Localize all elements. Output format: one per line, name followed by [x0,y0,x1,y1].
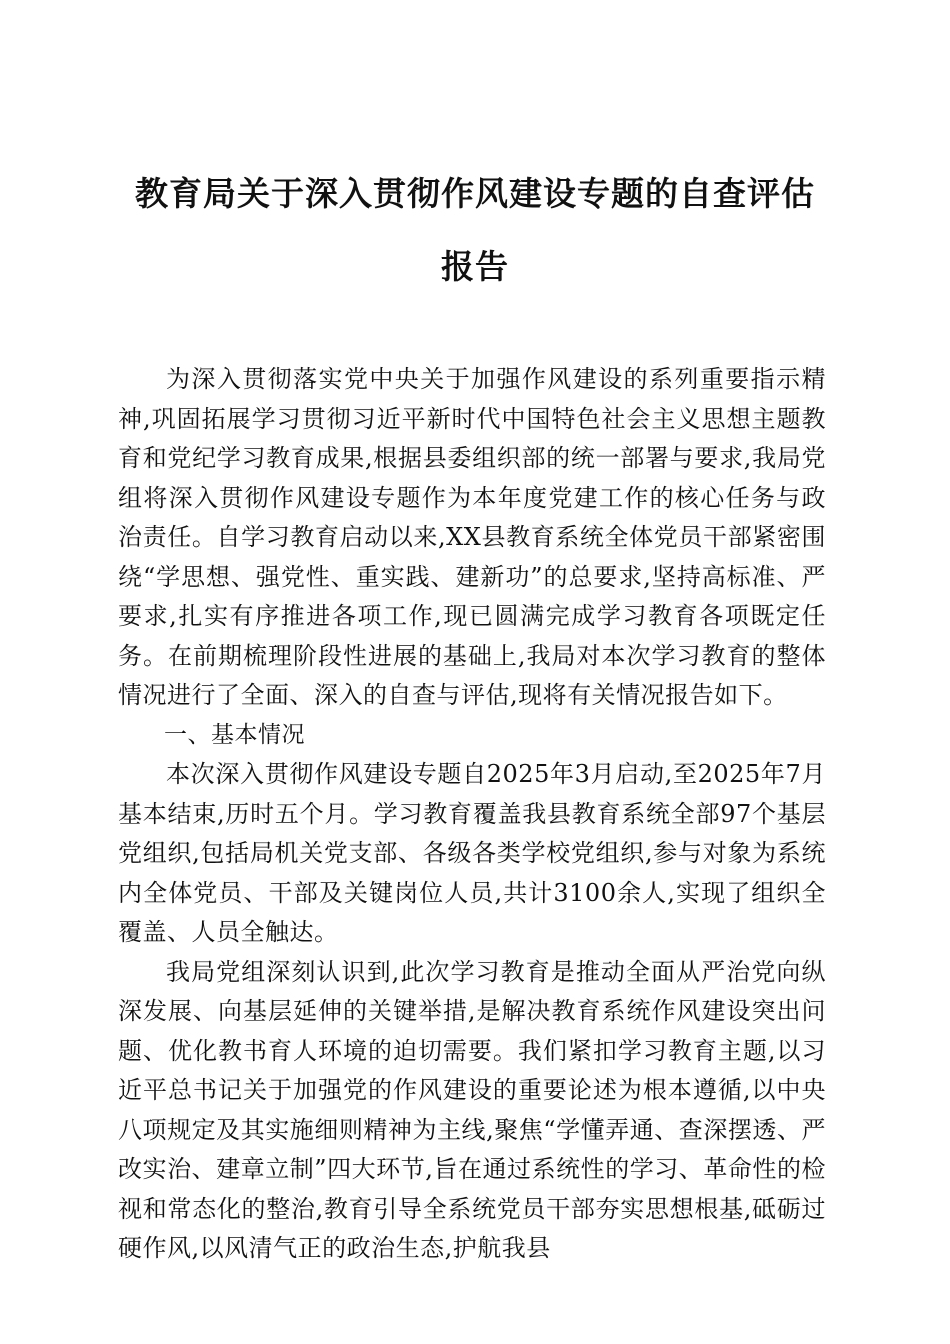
intro-paragraph: 为深入贯彻落实党中央关于加强作风建设的系列重要指示精神,巩固拓展学习贯彻习近平新时代中国特色社会主义思想主题教育和党纪学习教育成果,根据县委组织部的统一部署与要求,我局党组将深入贯彻作风建设专题作为本年度党建工作的核心任务与政治责任。自学习教育启动以来,XX县教育系统全体党员干部紧密围绕“学思想、强党性、重实践、建新功”的总要求,坚持高标准、严要求,扎实有序推进各项工作,现已圆满完成学习教育各项既定任务。在前期梳理阶段性进展的基础上,我局对本次学习教育的整体情况进行了全面、深入的自查与评估,现将有关情况报告如下。 [118,365,826,709]
title-line-1: 教育局关于深入贯彻作风建设专题的自查评估 [135,174,815,213]
section-heading-basic-situation: 一、基本情况 [164,721,305,748]
document-title [110,168,840,293]
section1-paragraph-2: 我局党组深刻认识到,此次学习教育是推动全面从严治党向纵深发展、向基层延伸的关键举措,是解决教育系统作风建设突出问题、优化教书育人环境的迫切需要。我们紧扣学习教育主题,以习近平总书记关于加强党的作风建设的重要论述为根本遵循,以中央八项规定及其实施细则精神为主线,聚焦“学懂弄通、查深摆透、严改实治、建章立制”四大环节,旨在通过系统性的学习、革命性的检视和常态化的整治,教育引导全系统党员干部夯实思想根基,砥砺过硬作风,以风清气正的政治生态,护航我县 [118,957,826,1262]
document-body [118,360,826,1269]
section1-paragraph-1: 本次深入贯彻作风建设专题自2025年3月启动,至2025年7月基本结束,历时五个月。学习教育覆盖我县教育系统全部97个基层党组织,包括局机关党支部、各级各类学校党组织,参与对象为系统内全体党员、干部及关键岗位人员,共计3100余人,实现了组织全覆盖、人员全触达。 [118,760,826,946]
title-line-2: 报告 [441,247,509,286]
